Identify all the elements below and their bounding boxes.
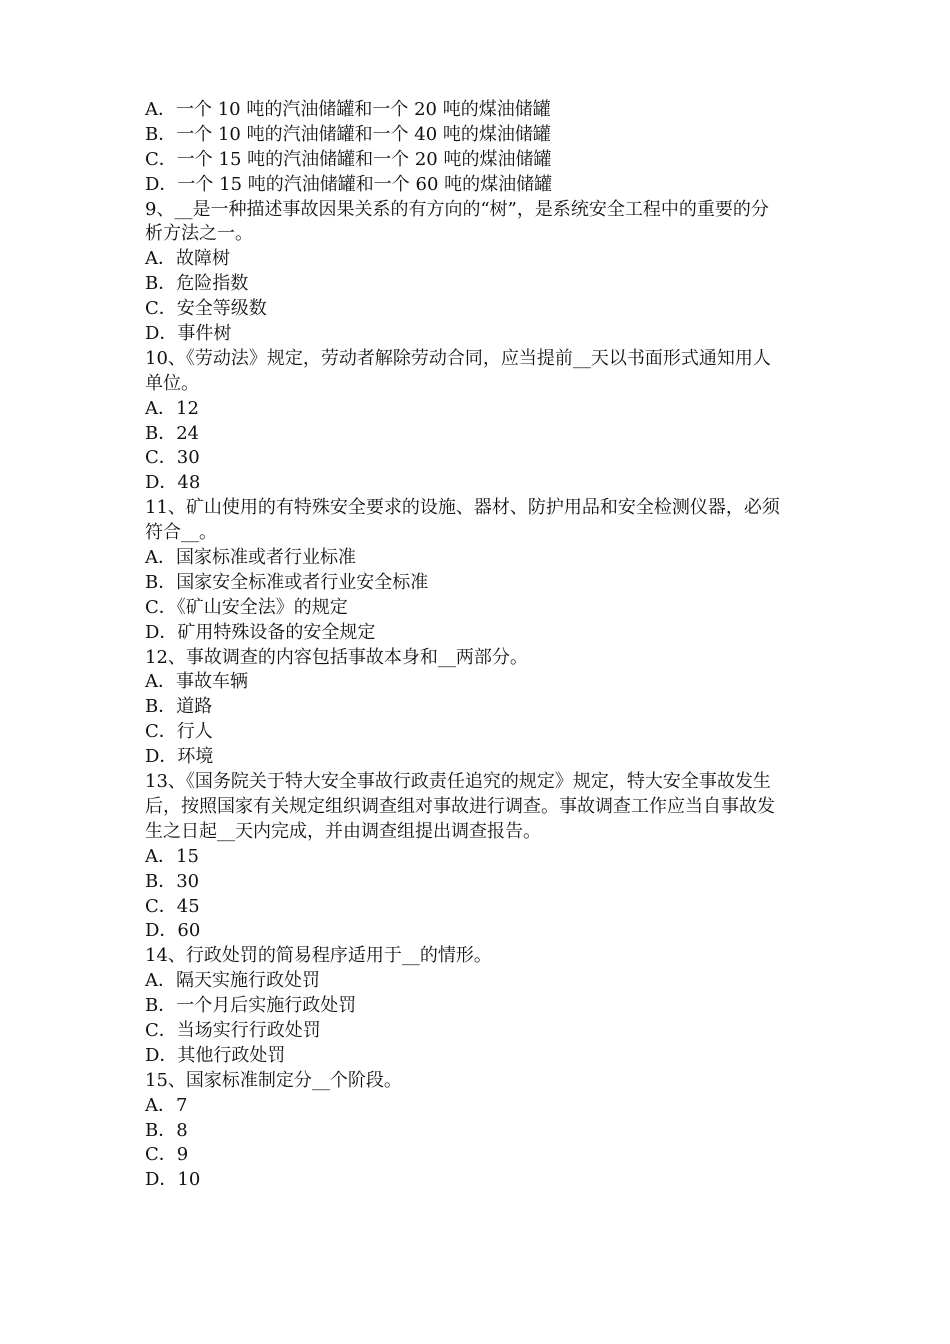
question-11-line-1: 11、矿山使用的有特殊安全要求的设施、器材、防护用品和安全检测仪器，必须 — [145, 497, 780, 519]
option-line: C．30 — [145, 447, 200, 469]
option-line: A．事故车辆 — [145, 671, 248, 693]
option-line: C．45 — [145, 895, 200, 917]
option-line: D．10 — [145, 1169, 201, 1191]
option-line: A．12 — [145, 397, 199, 419]
question-12-line-1: 12、事故调查的内容包括事故本身和__两部分。 — [145, 646, 528, 668]
option-line: A．一个 10 吨的汽油储罐和一个 20 吨的煤油储罐 — [145, 99, 551, 120]
option-line: D．事件树 — [145, 323, 232, 345]
question-13-line-1: 13、《国务院关于特大安全事故行政责任追究的规定》规定，特大安全事故发生 — [145, 771, 771, 793]
option-line: D．环境 — [145, 746, 214, 768]
question-9-line-1: 9、__是一种描述事故因果关系的有方向的“树”，是系统安全工程中的重要的分 — [145, 198, 769, 220]
question-14-line-1: 14、行政处罚的简易程序适用于__的情形。 — [145, 945, 492, 967]
question-10-line-2: 单位。 — [145, 372, 199, 394]
option-line: B．24 — [145, 422, 200, 444]
option-line: A．15 — [145, 845, 199, 867]
question-10-line-1: 10、《劳动法》规定，劳动者解除劳动合同，应当提前__天以书面形式通知用人 — [145, 347, 771, 369]
option-line: B．8 — [145, 1119, 188, 1141]
option-line: D．矿用特殊设备的安全规定 — [145, 621, 376, 643]
option-line: C．安全等级数 — [145, 298, 267, 320]
question-15-line-1: 15、国家标准制定分__个阶段。 — [145, 1069, 402, 1091]
option-line: C．《矿山安全法》的规定 — [145, 596, 348, 618]
option-line: C．一个 15 吨的汽油储罐和一个 20 吨的煤油储罐 — [145, 148, 552, 170]
option-line: C．9 — [145, 1144, 189, 1166]
question-9-line-2: 析方法之一。 — [145, 223, 253, 245]
question-13-line-2: 后，按照国家有关规定组织调查组对事故进行调查。事故调查工作应当自事故发 — [145, 795, 775, 817]
option-line: B．道路 — [145, 696, 213, 718]
option-line: D．一个 15 吨的汽油储罐和一个 60 吨的煤油储罐 — [145, 173, 553, 195]
option-line: B．国家安全标准或者行业安全标准 — [145, 571, 429, 593]
option-line: B．一个月后实施行政处罚 — [145, 995, 357, 1017]
option-line: A．7 — [145, 1094, 188, 1116]
option-line: A．国家标准或者行业标准 — [145, 547, 356, 569]
option-line: D．60 — [145, 920, 201, 942]
question-11-line-2: 符合__。 — [145, 522, 217, 544]
question-13-line-3: 生之日起__天内完成，并由调查组提出调查报告。 — [145, 820, 541, 842]
option-line: B．30 — [145, 870, 200, 892]
option-line: D．48 — [145, 472, 201, 494]
option-line: B．一个 10 吨的汽油储罐和一个 40 吨的煤油储罐 — [145, 123, 551, 145]
option-line: D．其他行政处罚 — [145, 1044, 286, 1066]
option-line: C．行人 — [145, 721, 213, 743]
document-body — [145, 98, 813, 1193]
option-line: B．危险指数 — [145, 273, 249, 295]
option-line: C．当场实行行政处罚 — [145, 1019, 321, 1041]
option-line: A．隔天实施行政处罚 — [145, 970, 320, 992]
option-line: A．故障树 — [145, 248, 230, 270]
